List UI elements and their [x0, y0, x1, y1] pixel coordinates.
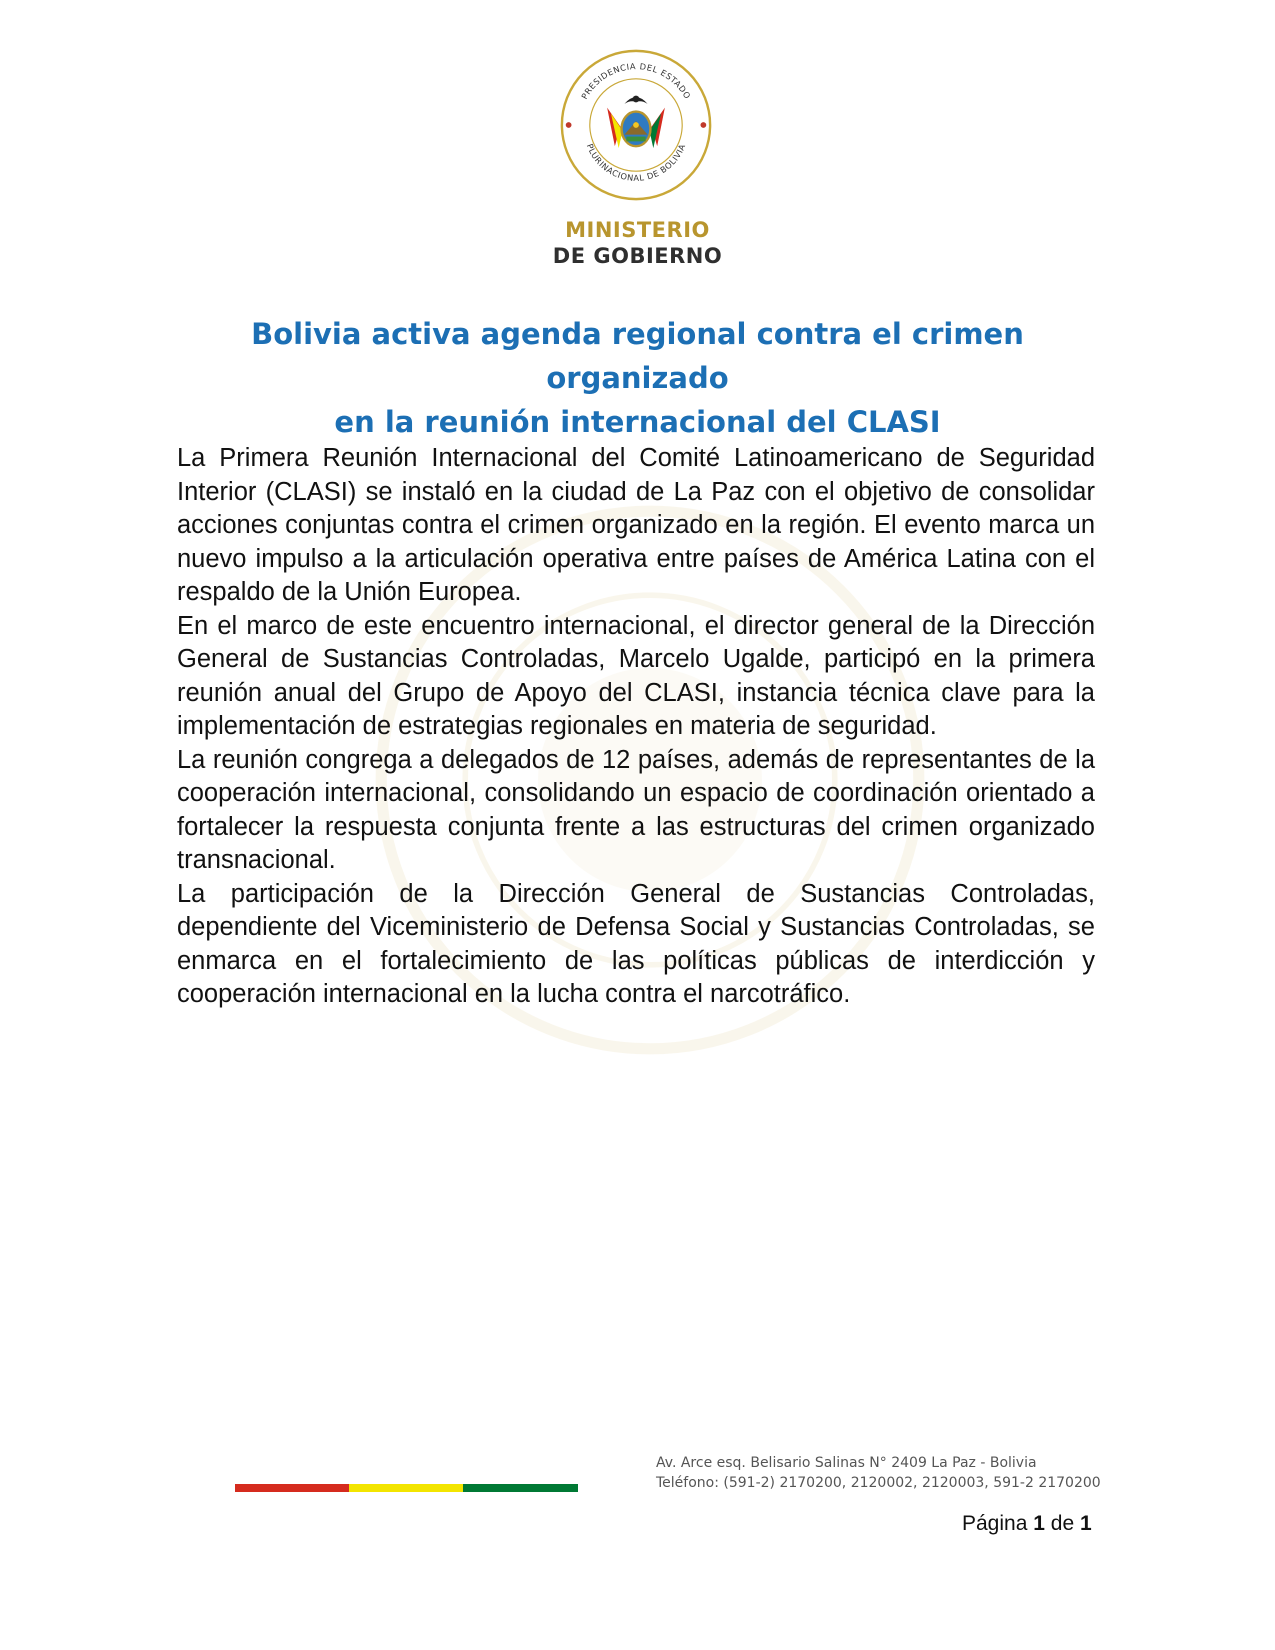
title-line-1: Bolivia activa agenda regional contra el crimen organizado	[251, 317, 1024, 395]
paragraph: La participación de la Dirección General de Sustancias Controladas, dependiente del Viceministerio de Defensa Social y Sustancias Controladas, se enmarca en el fortalecimiento de las políticas públicas de interdicción y cooperación internacional en la lucha contra el narcotráfico.	[177, 879, 1095, 1008]
footer-phone: Teléfono: (591-2) 2170200, 2120002, 2120003, 591-2 2170200	[656, 1475, 1101, 1491]
seal-top-text: PRESIDENCIA DEL ESTADO	[579, 61, 693, 101]
page-number	[962, 1512, 1092, 1536]
article-body	[177, 442, 1095, 1012]
paragraph: La Primera Reunión Internacional del Comité Latinoamericano de Seguridad Interior (CLASI) se instaló en la ciudad de La Paz con el objetivo de consolidar acciones conjuntas contra el crimen organizado en la región. El evento marca un nuevo impulso a la articulación operativa entre países de América Latina con el respaldo de la Unión Europea.	[177, 444, 1095, 606]
ministry-name-line1: MINISTERIO	[565, 218, 710, 242]
footer-address: Av. Arce esq. Belisario Salinas N° 2409 La Paz - Bolivia	[656, 1455, 1037, 1471]
page-title	[170, 312, 1105, 444]
flag-stripe-green	[463, 1484, 578, 1492]
page-of: de	[1050, 1512, 1075, 1535]
ministry-name-line2: DE GOBIERNO	[552, 244, 723, 268]
title-line-2: en la reunión internacional del CLASI	[334, 405, 941, 439]
paragraph: La reunión congrega a delegados de 12 países, además de representantes de la cooperación internacional, consolidando un espacio de coordinación orientado a fortalecer la respuesta conjunta frente a las estructuras del crimen organizado transnacional.	[177, 745, 1095, 874]
page-total: 1	[1079, 1512, 1092, 1535]
flag-stripe-yellow	[349, 1484, 463, 1492]
seal-bottom-text: PLURINACIONAL DE BOLIVIA	[584, 142, 688, 183]
presidential-seal	[559, 48, 713, 202]
page-label: Página	[962, 1512, 1028, 1535]
page-current: 1	[1033, 1512, 1045, 1535]
flag-stripe-red	[235, 1484, 349, 1492]
paragraph: En el marco de este encuentro internacional, el director general de la Dirección General de Sustancias Controladas, Marcelo Ugalde, participó en la primera reunión anual del Grupo de Apoyo del CLASI, instancia técnica clave para la implementación de estrategias regionales en materia de seguridad.	[177, 611, 1095, 740]
